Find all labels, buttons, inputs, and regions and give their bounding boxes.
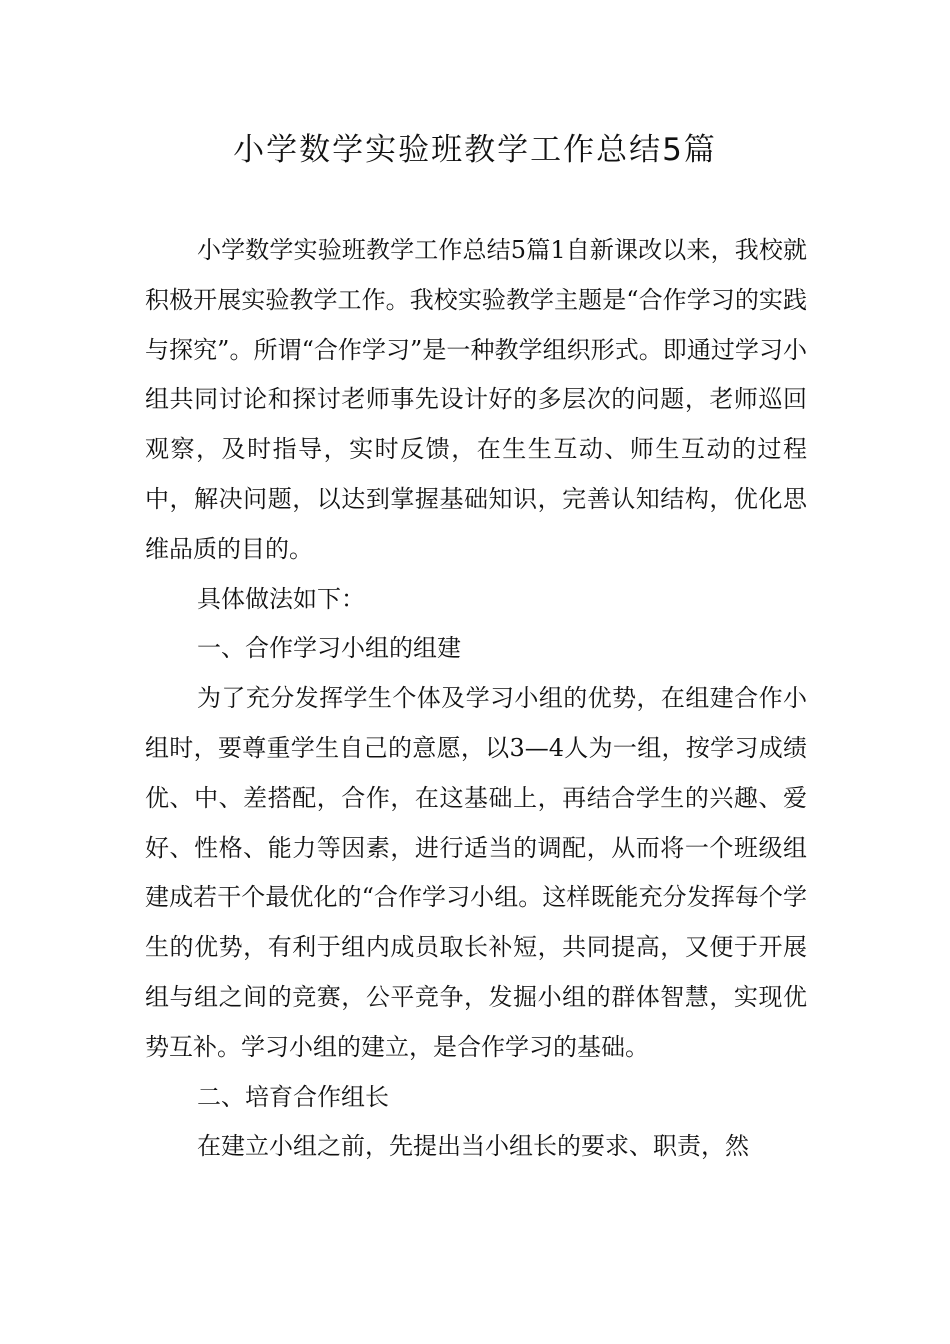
paragraph-method-intro: 具体做法如下： [197, 584, 365, 613]
document-body [145, 226, 807, 1172]
paragraph-group-leaders: 在建立小组之前，先提出当小组长的要求、职责，然 [197, 1132, 749, 1161]
document-title: 小学数学实验班教学工作总结5篇 [233, 132, 717, 168]
paragraph-group-building: 为了充分发挥学生个体及学习小组的优势，在组建合作小组时，要尊重学生自己的意愿，以3—4人为一组，按学习成绩优、中、差搭配，合作，在这基础上，再结合学生的兴趣、爱好、性格、能力等因素，进行适当的调配，从而将一个班级组建成若干个最优化的“合作学习小组。这样既能充分发挥每个学生的优势，有利于组内成员取长补短，共同提高，又便于开展组与组之间的竞赛，公平竞争，发掘小组的群体智慧，实现优势互补。学习小组的建立，是合作学习的基础。 [145, 684, 807, 1061]
section-heading-1: 一、合作学习小组的组建 [197, 634, 461, 663]
paragraph-intro: 小学数学实验班教学工作总结5篇1自新课改以来，我校就积极开展实验教学工作。我校实验教学主题是“合作学习的实践与探究”。所谓“合作学习”是一种教学组织形式。即通过学习小组共同讨论和探讨老师事先设计好的多层次的问题，老师巡回观察，及时指导，实时反馈，在生生互动、师生互动的过程中，解决问题，以达到掌握基础知识，完善认知结构，优化思维品质的目的。 [145, 236, 807, 563]
section-heading-2: 二、培育合作组长 [197, 1082, 389, 1111]
